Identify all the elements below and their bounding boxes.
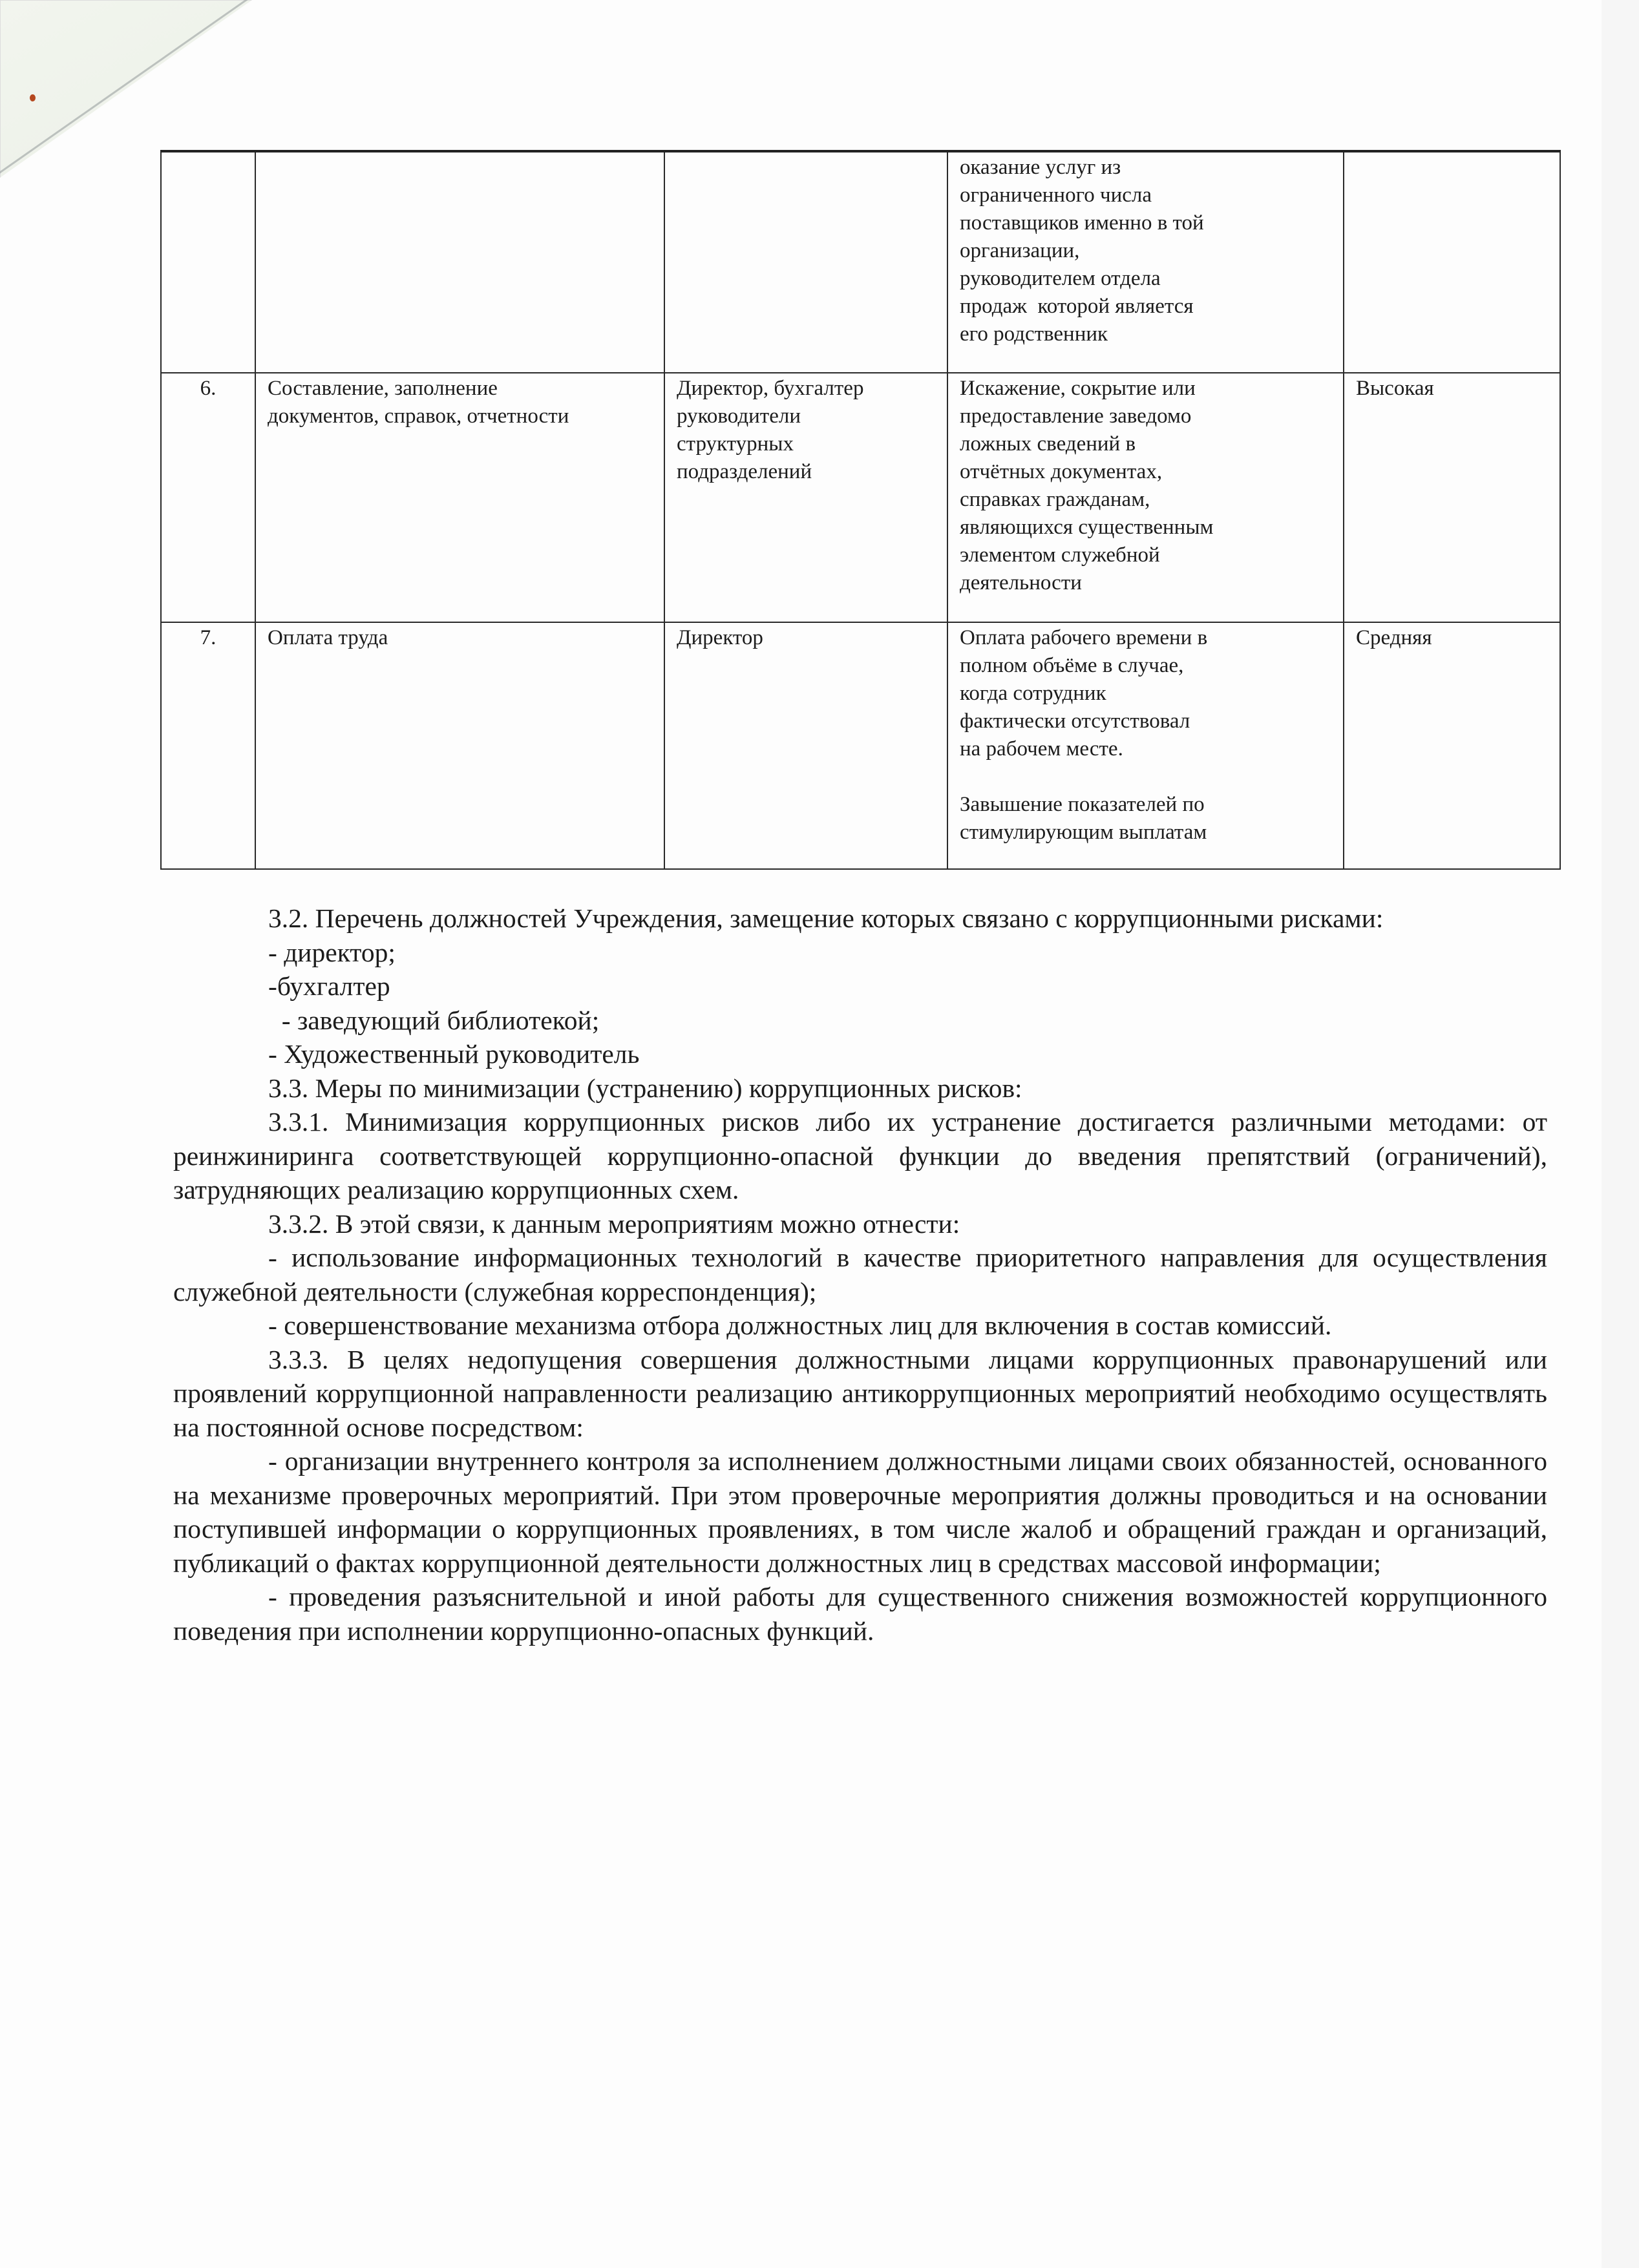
- risk-level-cell: [1344, 151, 1560, 373]
- cell-line: деятельности: [960, 571, 1082, 594]
- cell-spacer: [960, 763, 1331, 791]
- risk-description-cell: [947, 622, 1344, 869]
- cell-line: его родственник: [960, 322, 1108, 346]
- table-row: [161, 373, 1560, 622]
- cell-line: Завышение показателей по: [960, 793, 1205, 816]
- process-cell: [255, 622, 664, 869]
- position-item: -бухгалтер: [268, 971, 390, 1001]
- cell-line: элементом служебной: [960, 543, 1160, 567]
- measure-item: - использование информационных технологий в качестве приоритетного направления для осуществления служебной деятельности (служебная корреспонденция);: [173, 1243, 1547, 1307]
- cell-line: Оплата рабочего времени в: [960, 626, 1208, 649]
- corruption-risk-table: [160, 150, 1561, 870]
- paragraph-3-3-1: 3.3.1. Минимизация коррупционных рисков либо их устранение достигается различными методами: от реинжиниринга соответствующей коррупционно-опасной функции до введения препятствий (ограничений), затрудняющих реализацию коррупционных схем.: [173, 1107, 1547, 1204]
- risk-level-cell: [1344, 373, 1560, 622]
- measure-item: - проведения разъяснительной и иной работы для существенного снижения возможностей коррупционного поведения при исполнении коррупционно-опасных функций.: [173, 1582, 1547, 1646]
- row-number-cell: 6.: [161, 373, 255, 622]
- process-cell: [255, 373, 664, 622]
- measure-item: - организации внутреннего контроля за исполнением должностными лицами своих обязанностей, основанного на механизме проверочных мероприятий. При этом проверочные мероприятия должны проводиться и на основании поступившей информации о коррупционных проявлениях, в том числе жалоб и обращений граждан и организаций, публикаций о фактах коррупционной деятельности должностных лиц в средствах массовой информации;: [173, 1446, 1547, 1578]
- cell-line: когда сотрудник: [960, 682, 1106, 705]
- position-item: - заведующий библиотекой;: [268, 1005, 600, 1035]
- section-3-3-heading: 3.3. Меры по минимизации (устранению) коррупционных рисков:: [268, 1073, 1022, 1103]
- cell-line: отчётных документах,: [960, 460, 1163, 483]
- cell-line: предоставление заведомо: [960, 404, 1192, 428]
- cell-line: организации,: [960, 239, 1080, 262]
- cell-line: оказание услуг из: [960, 156, 1121, 179]
- paragraph-3-3-2: 3.3.2. В этой связи, к данным мероприятиям можно отнести:: [268, 1208, 960, 1239]
- risk-description-cell: [947, 373, 1344, 622]
- responsible-cell: [664, 622, 947, 869]
- section-3-2-heading: 3.2. Перечень должностей Учреждения, замещение которых связано с коррупционными рисками:: [268, 903, 1384, 933]
- cell-line: являющихся существенным: [960, 516, 1214, 539]
- risk-level-high: Высокая: [1356, 377, 1434, 400]
- cell-line: руководители: [677, 404, 801, 428]
- cell-line: поставщиков именно в той: [960, 211, 1204, 235]
- cell-line: Директор: [677, 626, 763, 649]
- table-row: [161, 622, 1560, 869]
- cell-line: фактически отсутствовал: [960, 709, 1190, 733]
- paragraph-3-3-3: 3.3.3. В целях недопущения совершения должностными лицами коррупционных правонарушений или проявлений коррупционной направленности реализацию антикоррупционных мероприятий необходимо осуществлять на постоянной основе посредством:: [173, 1344, 1547, 1442]
- responsible-cell: [664, 373, 947, 622]
- cell-line: стимулирующим выплатам: [960, 821, 1207, 844]
- cell-line: Составление, заполнение: [268, 377, 498, 400]
- cell-line: Искажение, сокрытие или: [960, 377, 1196, 400]
- cell-line: ограниченного числа: [960, 184, 1152, 207]
- cell-line: Оплата труда: [268, 626, 388, 649]
- page-edge-shadow: [1602, 0, 1639, 2268]
- position-item: - директор;: [268, 937, 396, 967]
- position-item: - Художественный руководитель: [268, 1039, 640, 1069]
- cell-line: руководителем отдела: [960, 267, 1161, 290]
- process-cell: [255, 151, 664, 373]
- table-row: [161, 151, 1560, 373]
- risk-level-medium: Средняя: [1356, 626, 1432, 649]
- document-body: [173, 901, 1547, 1648]
- cell-line: продаж которой является: [960, 295, 1194, 318]
- stain-mark: [30, 94, 36, 101]
- cell-line: справках гражданам,: [960, 488, 1150, 511]
- cell-line: структурных: [677, 432, 794, 456]
- cell-line: Директор, бухгалтер: [677, 377, 864, 400]
- risk-description-cell: [947, 151, 1344, 373]
- row-number-cell: 7.: [161, 622, 255, 869]
- measure-item: - совершенствование механизма отбора должностных лиц для включения в состав комиссий.: [268, 1310, 1332, 1340]
- cell-line: подразделений: [677, 460, 812, 483]
- row-number-cell: [161, 151, 255, 373]
- responsible-cell: [664, 151, 947, 373]
- risk-level-cell: [1344, 622, 1560, 869]
- cell-line: на рабочем месте.: [960, 737, 1123, 761]
- cell-line: документов, справок, отчетности: [268, 404, 569, 428]
- cell-line: полном объёме в случае,: [960, 654, 1184, 677]
- cell-line: ложных сведений в: [960, 432, 1136, 456]
